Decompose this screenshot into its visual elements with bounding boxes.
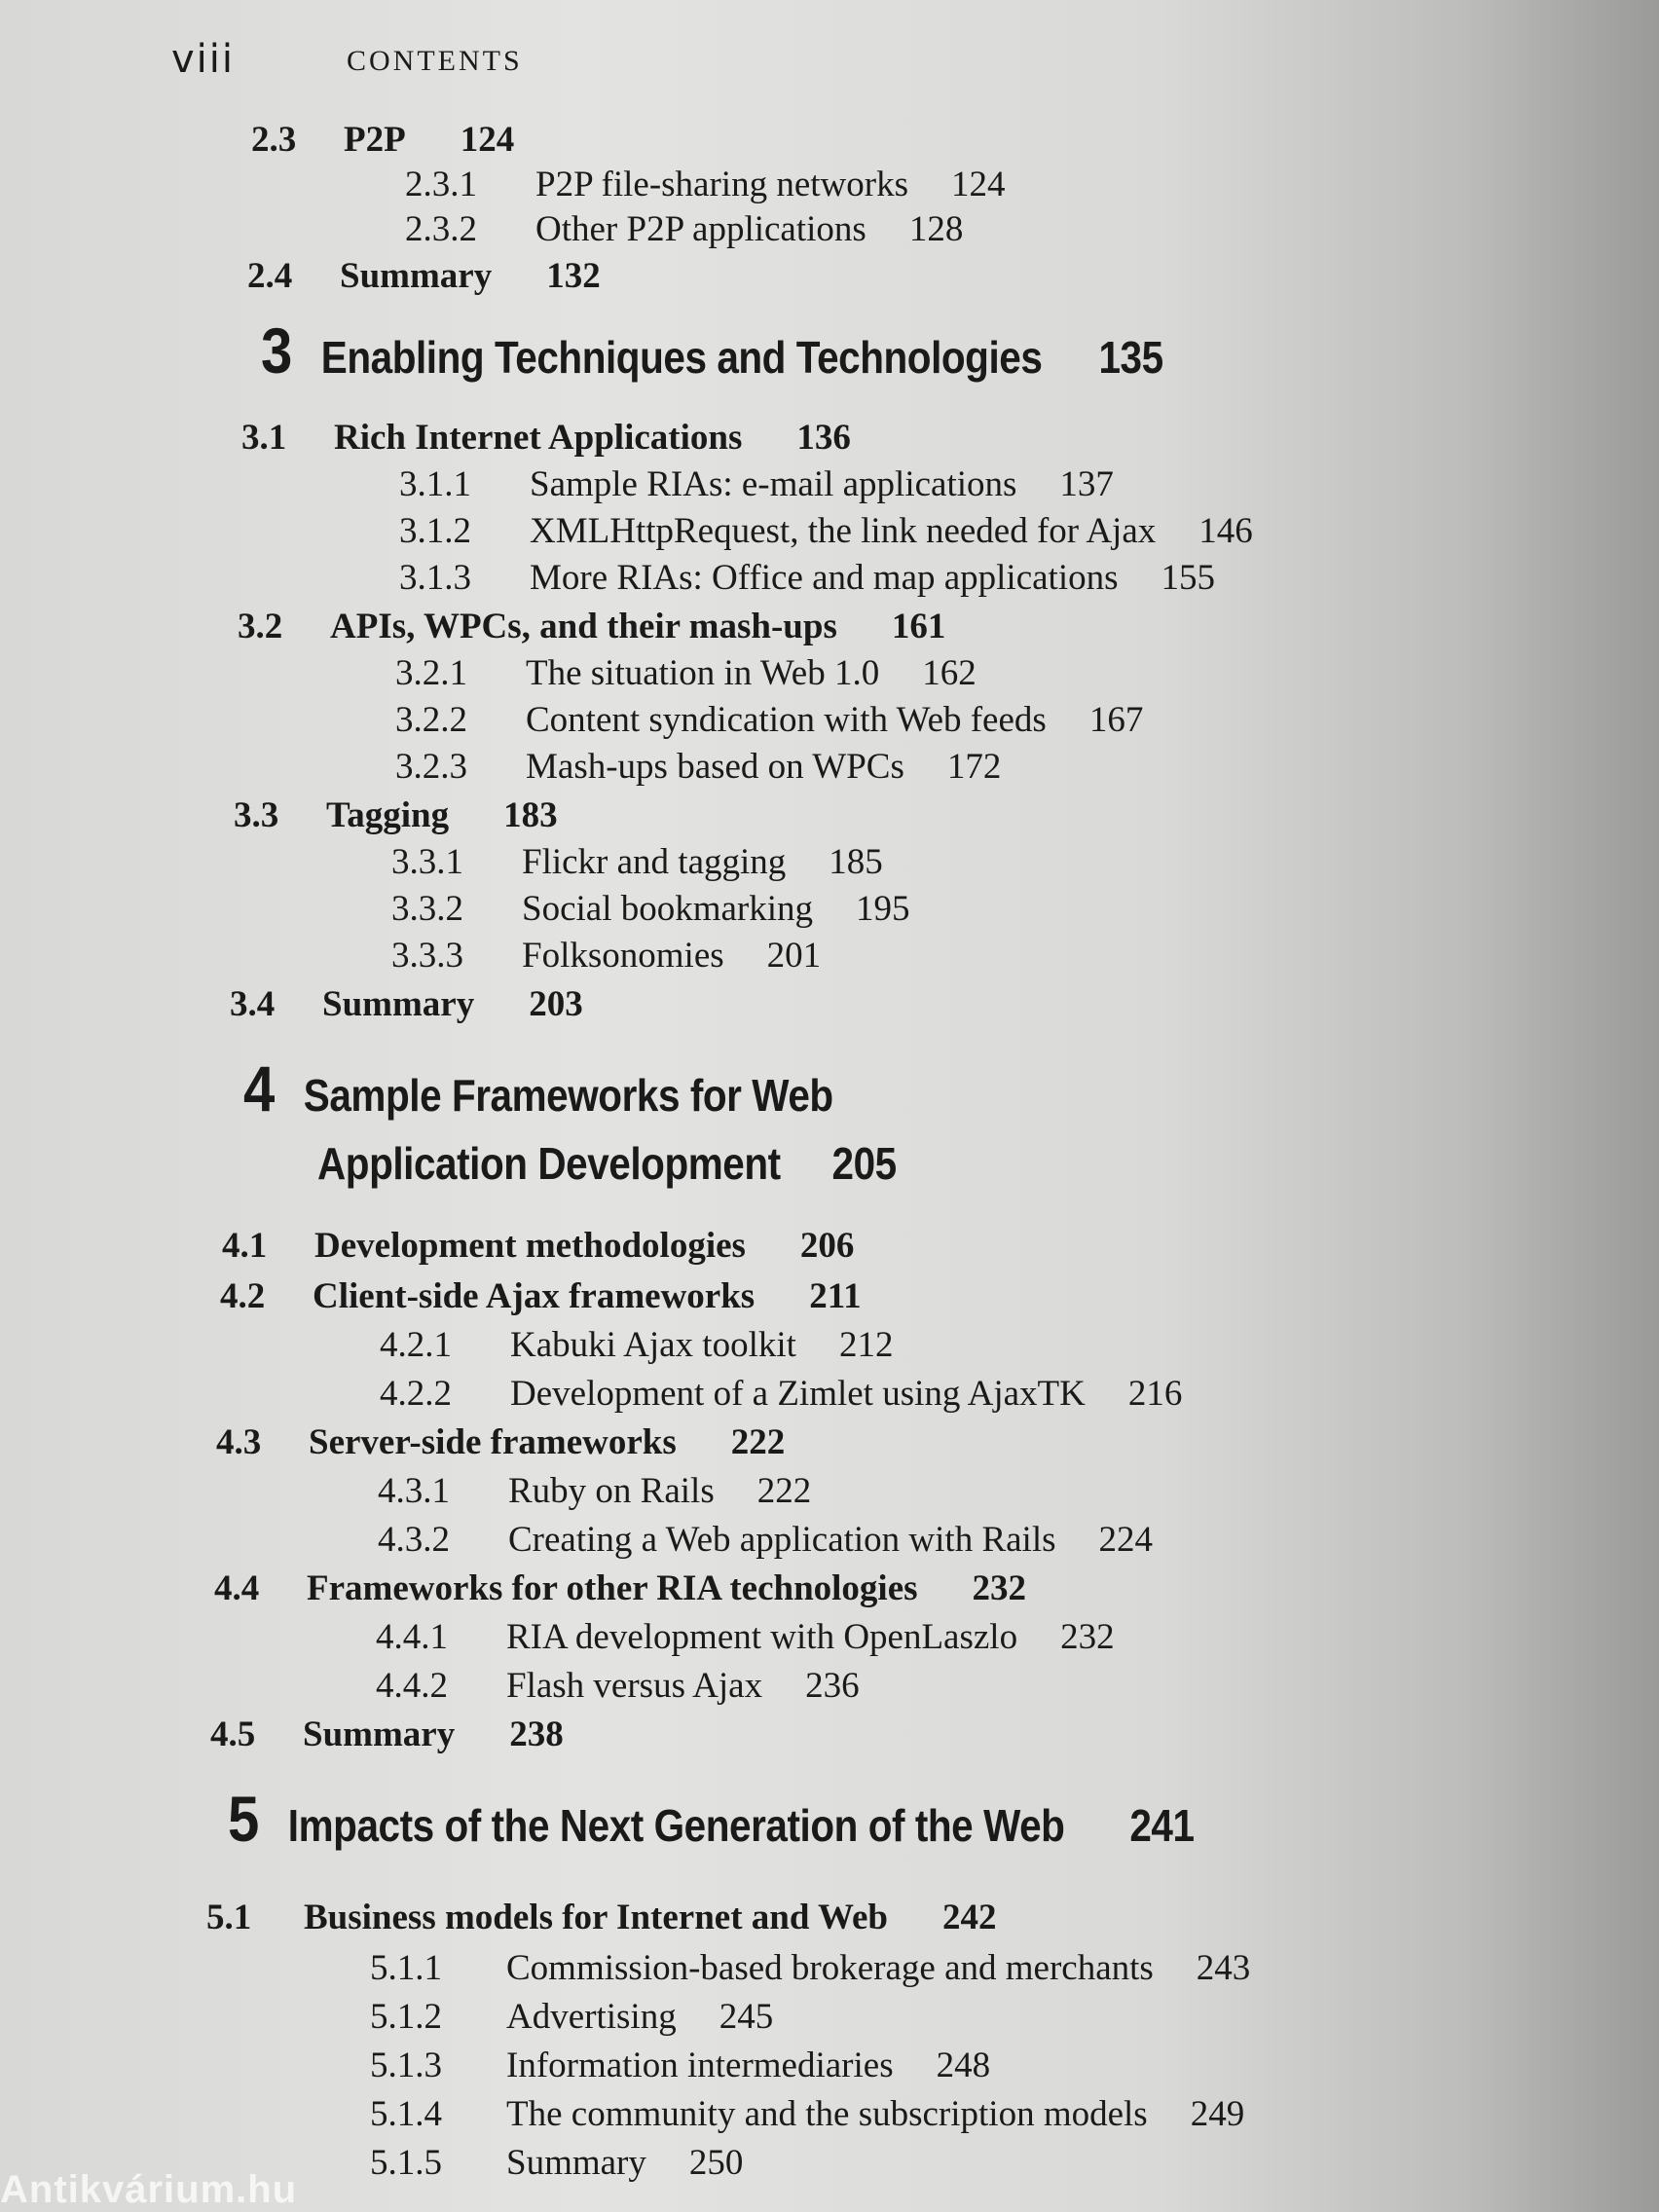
toc-entry-3-3-2 [391, 888, 910, 930]
chapter-4-heading [243, 1051, 833, 1125]
entry-page: 203 [529, 984, 583, 1024]
toc-entry-4-4-1 [376, 1616, 1115, 1658]
toc-entry-3-3-1 [391, 841, 883, 883]
chapter-page: 135 [1098, 332, 1163, 383]
entry-page: 136 [796, 418, 851, 458]
entry-title: Information intermediaries [506, 2046, 894, 2085]
entry-number: 3.2.2 [395, 700, 467, 740]
toc-entry-3-1 [241, 417, 851, 459]
entry-title: Flash versus Ajax [506, 1666, 763, 1706]
entry-page: 146 [1198, 511, 1253, 551]
entry-page: 172 [946, 747, 1002, 787]
entry-page: 222 [730, 1422, 786, 1462]
entry-page: 195 [856, 889, 910, 929]
entry-title: Business models for Internet and Web [304, 1898, 888, 1937]
entry-page: 162 [922, 653, 977, 693]
entry-title: Creating a Web application with Rails [508, 1520, 1056, 1560]
entry-number: 3.1.1 [399, 464, 471, 504]
entry-number: 3.4 [230, 984, 276, 1024]
toc-entry-2-4 [247, 255, 601, 297]
entry-page: 216 [1127, 1374, 1183, 1414]
entry-number: 3.3.2 [391, 889, 463, 929]
toc-entry-4-3 [216, 1421, 785, 1463]
entry-title: Development methodologies [314, 1226, 746, 1266]
entry-page: 128 [908, 209, 964, 249]
chapter-title-line-1: Sample Frameworks for Web [303, 1070, 833, 1121]
toc-entry-4-3-2 [378, 1519, 1153, 1561]
entry-number: 2.4 [247, 256, 293, 296]
entry-title: Commission-based brokerage and merchants [506, 1948, 1154, 1988]
entry-title: Summary [506, 2143, 646, 2183]
toc-entry-5-1-3 [370, 2045, 990, 2086]
chapter-4-heading-line-2 [317, 1137, 897, 1190]
entry-page: 201 [766, 936, 822, 976]
entry-number: 2.3.1 [405, 165, 477, 204]
entry-page: 238 [509, 1714, 564, 1754]
entry-title: Development of a Zimlet using AjaxTK [510, 1374, 1086, 1414]
chapter-5-heading [228, 1782, 1195, 1856]
entry-page: 137 [1059, 464, 1114, 504]
chapter-title: Impacts of the Next Generation of the Web [287, 1800, 1065, 1851]
entry-number: 5.1.4 [370, 2094, 442, 2134]
entry-number: 5.1.1 [370, 1948, 442, 1988]
entry-title: The situation in Web 1.0 [526, 653, 880, 693]
toc-entry-5-1-4 [370, 2093, 1244, 2135]
entry-number: 4.1 [222, 1226, 268, 1266]
entry-number: 4.3.2 [378, 1520, 450, 1560]
toc-entry-3-1-2 [399, 510, 1253, 552]
toc-entry-3-4 [230, 983, 583, 1025]
entry-title: Tagging [326, 795, 450, 835]
toc-entry-4-2-1 [380, 1324, 893, 1366]
page-number: viii [171, 37, 236, 82]
entry-page: 185 [829, 842, 883, 882]
toc-entry-3-1-1 [399, 463, 1114, 505]
entry-title: XMLHttpRequest, the link needed for Ajax [530, 511, 1157, 551]
entry-number: 4.4.2 [376, 1666, 448, 1706]
entry-page: 248 [936, 2046, 991, 2085]
entry-page: 161 [891, 607, 946, 646]
entry-number: 2.3 [251, 120, 297, 160]
entry-number: 4.2.2 [380, 1374, 452, 1414]
entry-number: 3.3.3 [391, 936, 463, 976]
toc-entry-4-4-2 [376, 1665, 860, 1707]
chapter-title: Enabling Techniques and Technologies [320, 332, 1043, 383]
entry-title: Summary [322, 984, 475, 1024]
entry-title: Ruby on Rails [508, 1471, 715, 1511]
chapter-page: 205 [831, 1138, 897, 1189]
entry-number: 3.3 [234, 795, 279, 835]
entry-page: 236 [805, 1666, 860, 1706]
entry-page: 224 [1098, 1520, 1154, 1560]
toc-entry-3-2-2 [395, 699, 1143, 741]
entry-title: APIs, WPCs, and their mash-ups [330, 607, 837, 646]
entry-page: 167 [1088, 700, 1144, 740]
toc-entry-3-3-3 [391, 935, 821, 977]
entry-number: 5.1.3 [370, 2046, 442, 2085]
entry-number: 5.1 [206, 1898, 252, 1937]
entry-title: Other P2P applications [535, 209, 866, 249]
entry-title: Sample RIAs: e-mail applications [530, 464, 1017, 504]
entry-title: Content syndication with Web feeds [526, 700, 1047, 740]
entry-number: 4.5 [210, 1714, 256, 1754]
entry-number: 4.4 [214, 1568, 260, 1608]
toc-entry-3-2-1 [395, 652, 977, 694]
entry-page: 243 [1196, 1948, 1251, 1988]
chapter-3-heading [261, 313, 1163, 387]
toc-entry-3-2 [238, 606, 945, 647]
entry-number: 4.2 [220, 1276, 266, 1316]
chapter-title-line-2: Application Development [317, 1138, 781, 1189]
entry-title: P2P file-sharing networks [535, 165, 908, 204]
chapter-number: 4 [243, 1052, 275, 1124]
entry-title: RIA development with OpenLaszlo [506, 1617, 1018, 1657]
toc-entry-3-2-3 [395, 746, 1001, 788]
toc-entry-3-1-3 [399, 557, 1215, 599]
entry-number: 3.1.2 [399, 511, 471, 551]
entry-number: 5.1.2 [370, 1997, 442, 2037]
toc-entry-5-1-2 [370, 1996, 773, 2038]
toc-entry-2-3-1 [405, 164, 1005, 205]
entry-title: Client-side Ajax frameworks [313, 1276, 756, 1316]
chapter-number: 3 [261, 314, 292, 387]
entry-page: 242 [941, 1898, 997, 1937]
entry-title: Frameworks for other RIA technologies [307, 1568, 918, 1608]
entry-page: 232 [972, 1568, 1027, 1608]
entry-title: Advertising [506, 1997, 677, 2037]
entry-number: 4.4.1 [376, 1617, 448, 1657]
toc-entry-4-2-2 [380, 1373, 1182, 1415]
entry-title: Summary [340, 256, 493, 296]
toc-entry-3-3 [234, 794, 558, 836]
entry-number: 3.1 [241, 418, 287, 458]
entry-page: 124 [460, 120, 515, 160]
entry-page: 212 [838, 1325, 894, 1365]
chapter-number: 5 [228, 1783, 259, 1855]
entry-number: 3.3.1 [391, 842, 463, 882]
toc-entry-5-1 [206, 1897, 996, 1938]
entry-number: 3.2.1 [395, 653, 467, 693]
entry-page: 222 [756, 1471, 812, 1511]
running-head: CONTENTS [347, 45, 523, 77]
entry-number: 2.3.2 [405, 209, 477, 249]
entry-page: 249 [1190, 2094, 1245, 2134]
entry-page: 132 [546, 256, 601, 296]
entry-title: Mash-ups based on WPCs [526, 747, 904, 787]
entry-title: Folksonomies [522, 936, 724, 976]
toc-entry-2-3-2 [405, 208, 963, 250]
entry-title: The community and the subscription models [506, 2094, 1148, 2134]
entry-page: 250 [688, 2143, 744, 2183]
entry-number: 5.1.5 [370, 2143, 442, 2183]
entry-number: 4.3.1 [378, 1471, 450, 1511]
entry-title: Social bookmarking [522, 889, 814, 929]
entry-title: P2P [344, 120, 406, 160]
entry-number: 4.3 [216, 1422, 262, 1462]
entry-title: Server-side frameworks [309, 1422, 677, 1462]
toc-entry-5-1-5 [370, 2142, 743, 2184]
entry-page: 155 [1161, 558, 1216, 598]
chapter-page: 241 [1129, 1800, 1195, 1851]
entry-title: Flickr and tagging [522, 842, 787, 882]
entry-number: 3.1.3 [399, 558, 471, 598]
toc-entry-2-3 [251, 119, 514, 161]
entry-page: 245 [719, 1997, 774, 2037]
entry-page: 232 [1060, 1617, 1115, 1657]
toc-entry-5-1-1 [370, 1947, 1250, 1989]
toc-entry-4-1 [222, 1225, 854, 1267]
toc-entry-4-3-1 [378, 1470, 811, 1512]
entry-title: Kabuki Ajax toolkit [510, 1325, 796, 1365]
entry-page: 211 [809, 1276, 862, 1316]
entry-page: 124 [950, 165, 1006, 204]
entry-number: 4.2.1 [380, 1325, 452, 1365]
entry-number: 3.2 [238, 607, 283, 646]
entry-title: Summary [303, 1714, 456, 1754]
toc-entry-4-5 [210, 1714, 564, 1755]
entry-title: Rich Internet Applications [334, 418, 743, 458]
toc-entry-4-4 [214, 1567, 1026, 1609]
watermark: Antikvárium.hu [0, 2168, 298, 2211]
entry-page: 206 [799, 1226, 855, 1266]
entry-title: More RIAs: Office and map applications [530, 558, 1119, 598]
entry-number: 3.2.3 [395, 747, 467, 787]
toc-entry-4-2 [220, 1275, 862, 1317]
entry-page: 183 [503, 795, 558, 835]
